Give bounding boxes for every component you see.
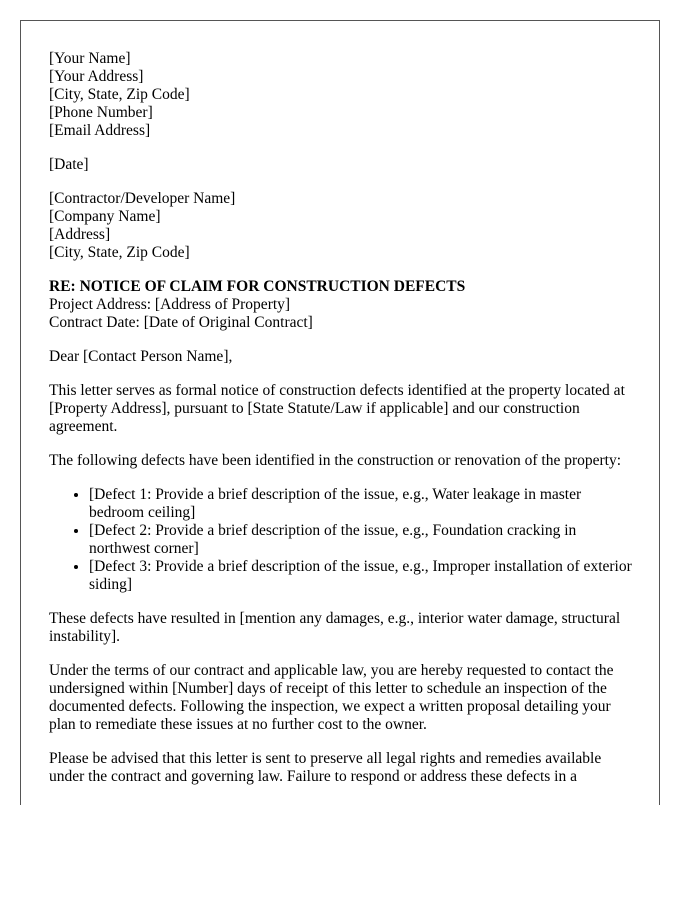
- subject-contract-date: Contract Date: [Date of Original Contract]: [49, 314, 313, 331]
- sender-city-state-zip: [City, State, Zip Code]: [49, 86, 190, 103]
- sender-email: [Email Address]: [49, 122, 151, 139]
- list-item: • [Defect 1: Provide a brief description of the issue, e.g., Water leakage in master bedroom ceiling]: [89, 486, 639, 522]
- recipient-city-state-zip: [City, State, Zip Code]: [49, 244, 190, 261]
- date-block: [49, 156, 639, 174]
- recipient-block: [49, 190, 639, 262]
- letter-content: [49, 50, 639, 802]
- sender-phone: [Phone Number]: [49, 104, 153, 121]
- recipient-name: [Contractor/Developer Name]: [49, 190, 236, 207]
- sender-name: [Your Name]: [49, 50, 131, 67]
- list-item: • [Defect 2: Provide a brief description of the issue, e.g., Foundation cracking in northwest corner]: [89, 522, 639, 558]
- request-paragraph: Under the terms of our contract and applicable law, you are hereby requested to contact the undersigned within [Number] days of receipt of this letter to schedule an inspection of the documented defects. Following the inspection, we expect a written proposal detailing your plan to remediate these issues at no further cost to the owner.: [49, 662, 614, 733]
- rights-paragraph: Please be advised that this letter is sent to preserve all legal rights and remedies available under the contract and governing law. Failure to respond or address these defects in a: [49, 750, 602, 785]
- damages-paragraph: These defects have resulted in [mention any damages, e.g., interior water damage, structural instability].: [49, 610, 621, 645]
- letter-date: [Date]: [49, 156, 89, 173]
- salutation: Dear [Contact Person Name],: [49, 348, 233, 365]
- subject-re-line: RE: NOTICE OF CLAIM FOR CONSTRUCTION DEFECTS: [49, 278, 466, 295]
- list-item: • [Defect 3: Provide a brief description of the issue, e.g., Improper installation of exterior siding]: [89, 558, 639, 594]
- subject-project-address: Project Address: [Address of Property]: [49, 296, 291, 313]
- subject-block: [49, 278, 639, 332]
- recipient-address: [Address]: [49, 226, 111, 243]
- recipient-company: [Company Name]: [49, 208, 161, 225]
- defects-intro-paragraph: The following defects have been identified in the construction or renovation of the property:: [49, 452, 622, 469]
- intro-paragraph: This letter serves as formal notice of construction defects identified at the property located at [Property Address], pursuant to [State Statute/Law if applicable] and our construction agreement.: [49, 382, 625, 435]
- sender-address: [Your Address]: [49, 68, 144, 85]
- sender-block: [49, 50, 639, 140]
- letter-page: [20, 20, 660, 805]
- defects-list: [49, 486, 639, 594]
